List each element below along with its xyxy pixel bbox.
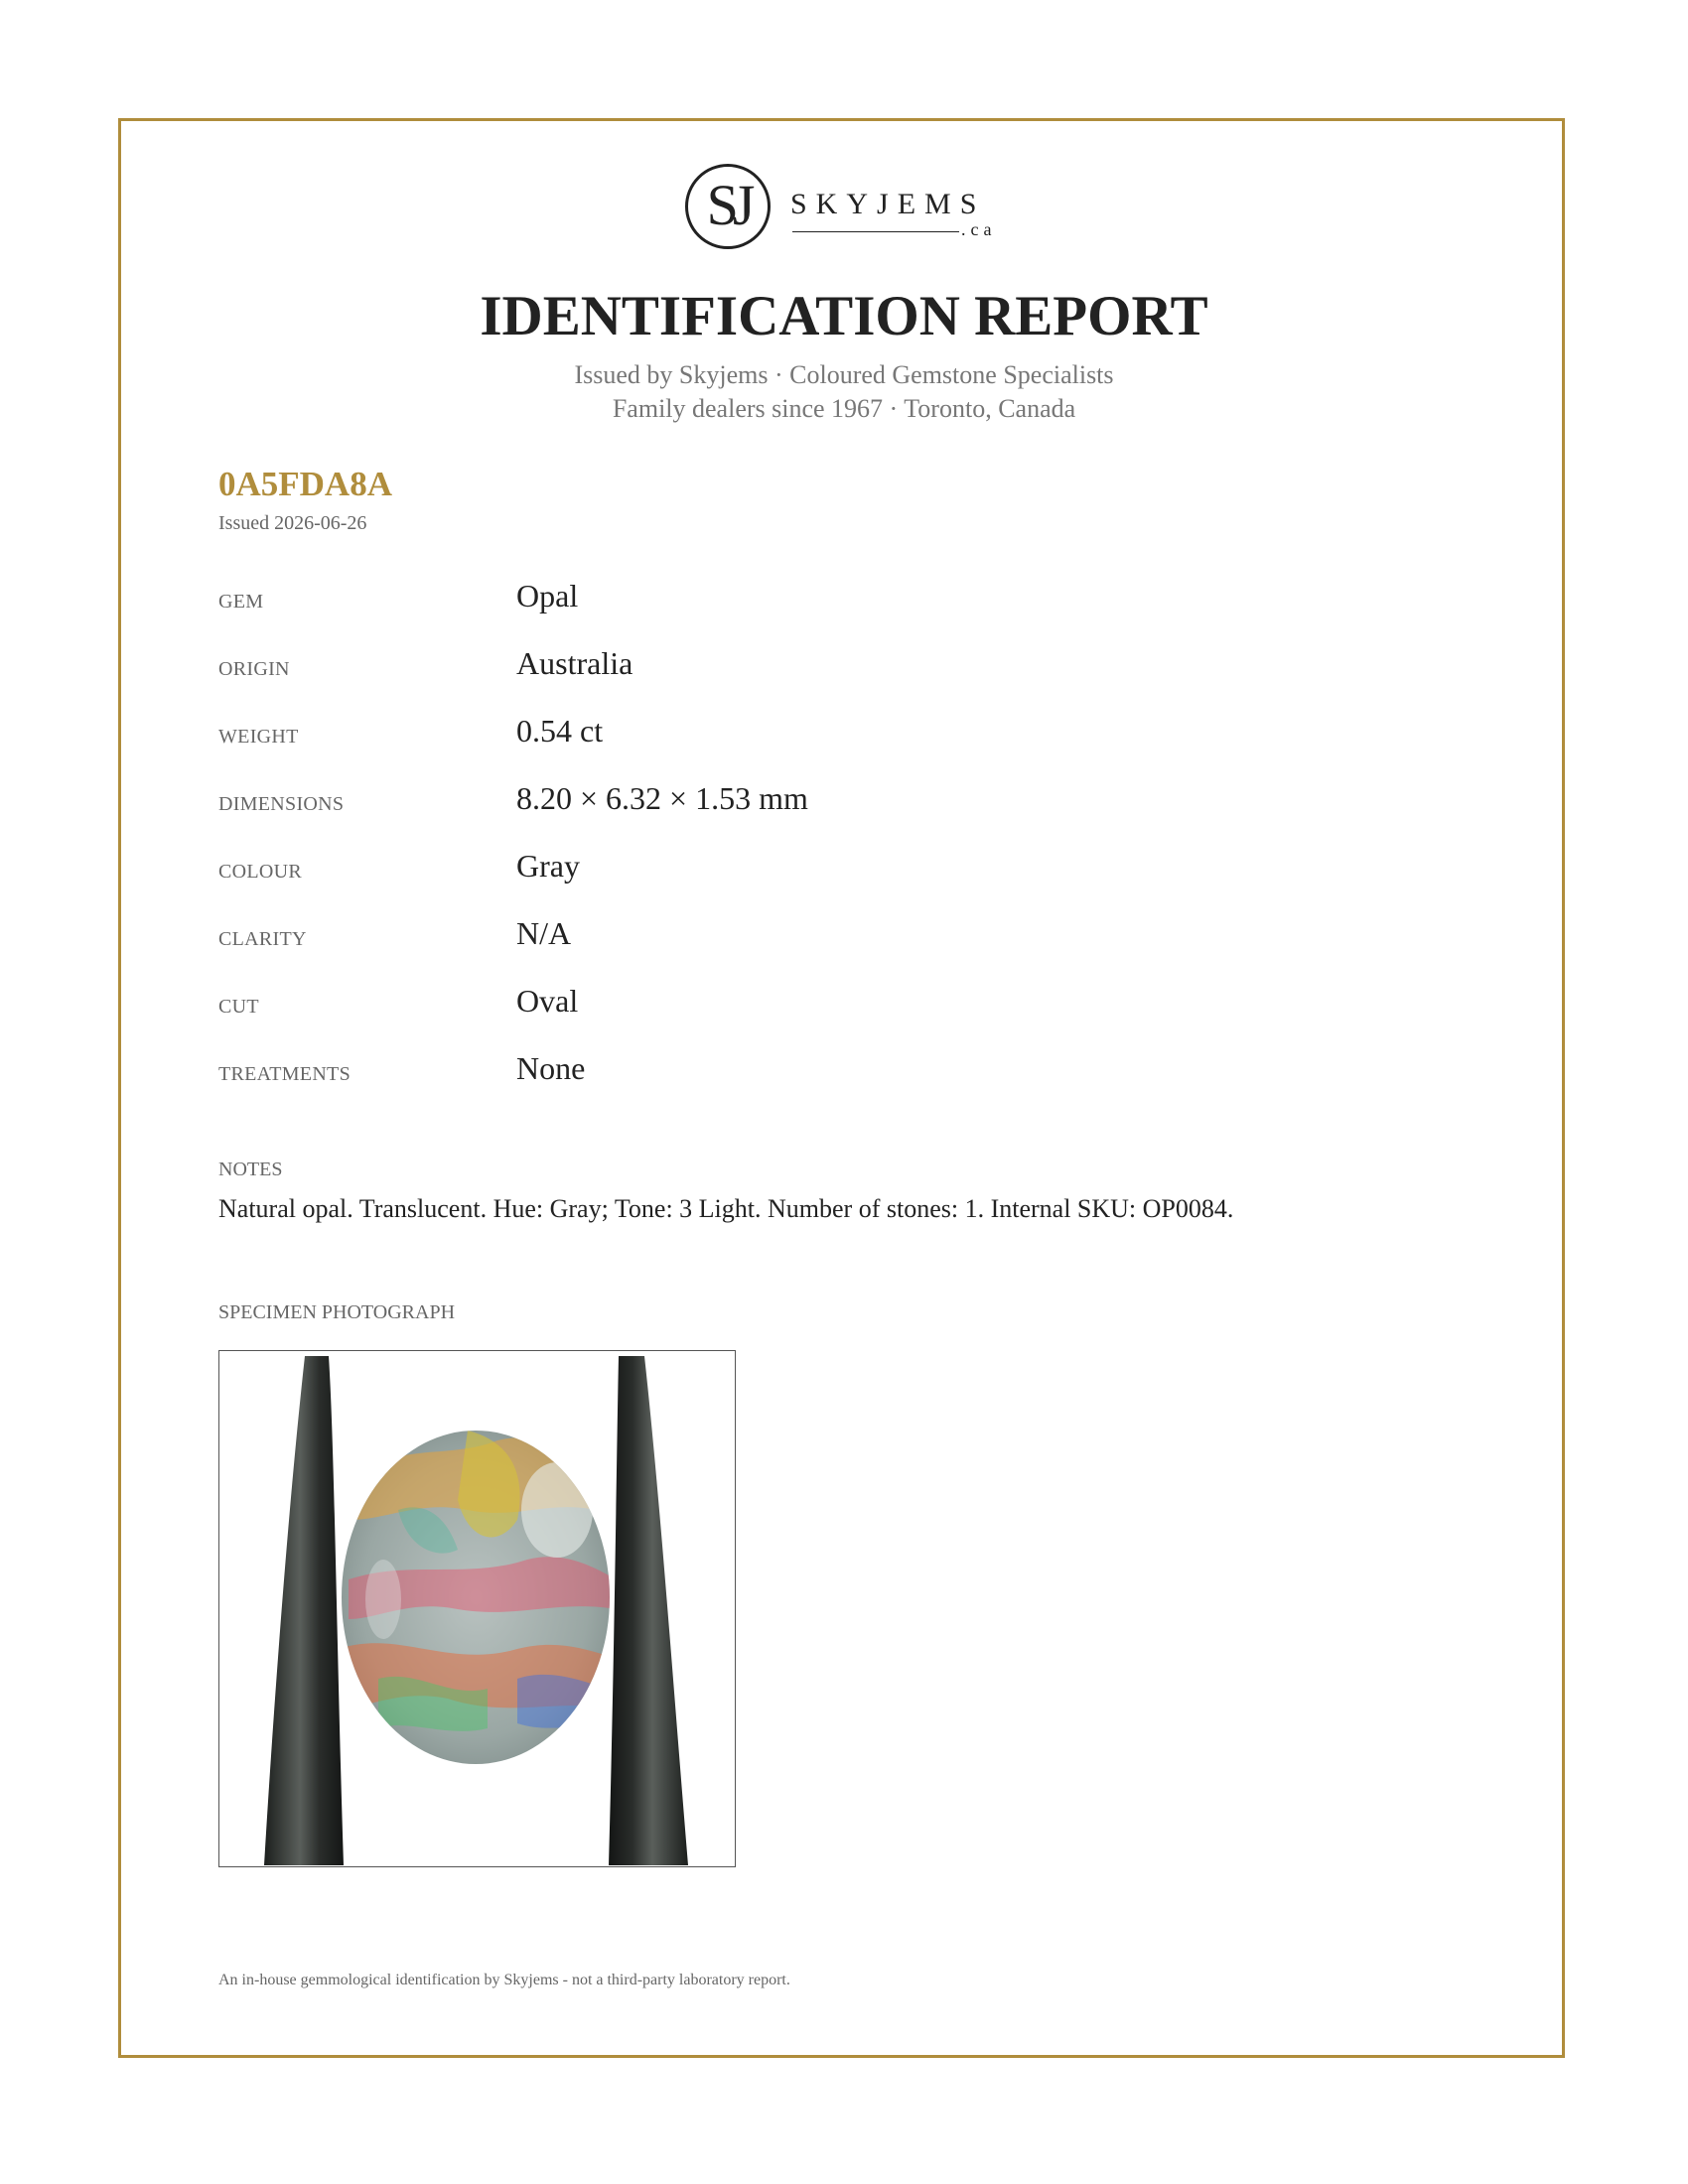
logo-wordmark: SKYJEMS [790,188,986,220]
specimen-photo [218,1350,736,1867]
photo-label: SPECIMEN PHOTOGRAPH [218,1301,456,1323]
field-value: Australia [516,645,633,681]
field-value: Opal [516,578,579,614]
field-value: 0.54 ct [516,713,604,749]
field-value: None [516,1050,586,1086]
notes-label: NOTES [218,1159,283,1180]
field-label: GEM [218,591,264,613]
field-value: 8.20 × 6.32 × 1.53 mm [516,780,808,816]
field-label: CUT [218,996,259,1018]
field-treatments [218,1048,1410,1098]
field-label: ORIGIN [218,658,290,680]
field-origin [218,643,1410,693]
field-label: WEIGHT [218,726,299,748]
field-label: CLARITY [218,928,307,950]
skyjems-logo [685,162,1013,261]
field-value: Gray [516,848,580,884]
field-value: Oval [516,983,579,1019]
disclaimer-note: An in-house gemmological identification by Skyjems - not a third-party laboratory report. [218,1972,790,1988]
issued-date: Issued 2026-06-26 [218,512,367,534]
issuer-line: Issued by Skyjems · Coloured Gemstone Specialists [574,360,1114,389]
field-label: TREATMENTS [218,1063,351,1085]
notes-text: Natural opal. Translucent. Hue: Gray; Tone: 3 Light. Number of stones: 1. Internal SKU: OP0084. [218,1194,1234,1223]
field-label: DIMENSIONS [218,793,345,815]
field-weight [218,711,1410,760]
dealer-line: Family dealers since 1967 · Toronto, Canada [612,394,1076,423]
logo-monogram: SJ [706,173,750,237]
logo-tld: .ca [961,219,997,239]
logo-rule [792,231,959,232]
opal-photo-illustration [219,1351,734,1865]
field-value: N/A [516,915,572,951]
report-title: IDENTIFICATION REPORT [480,285,1208,347]
field-label: COLOUR [218,861,303,883]
field-colour [218,846,1410,895]
field-cut [218,981,1410,1030]
field-clarity [218,913,1410,963]
field-dimensions [218,778,1410,828]
field-gem [218,576,1410,625]
report-id: 0A5FDA8A [218,465,392,503]
